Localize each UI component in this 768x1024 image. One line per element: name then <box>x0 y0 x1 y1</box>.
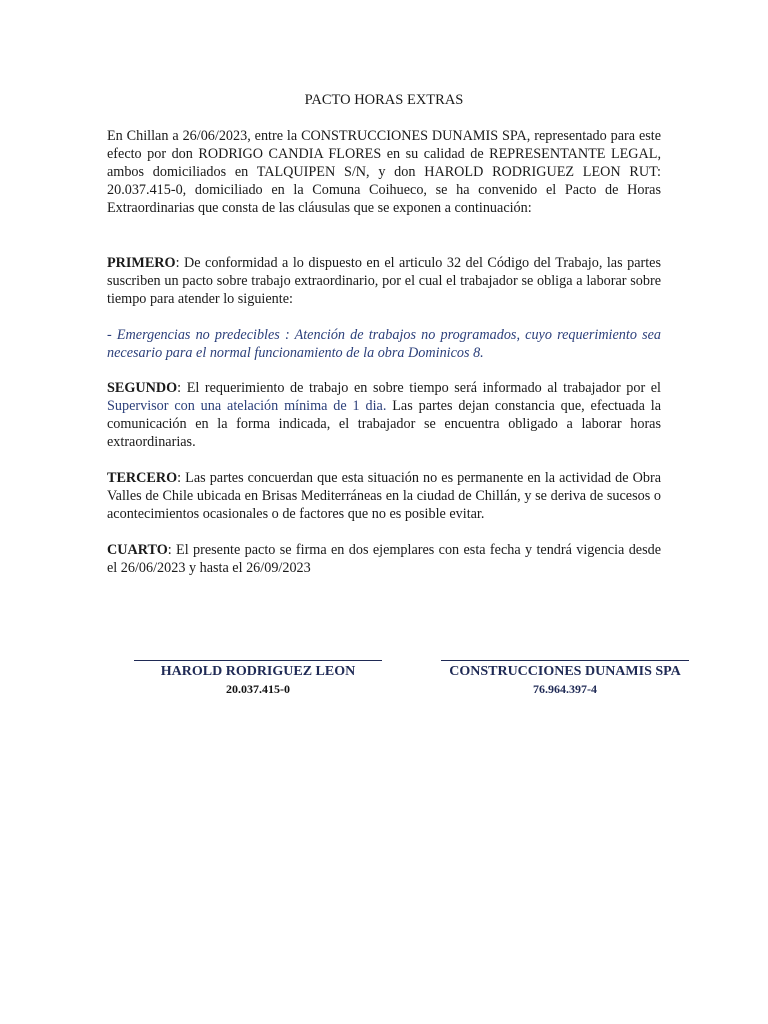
bullet-text: Emergencias no predecibles : Atención de trabajos no programados, cuyo requerimiento sea necesario para el normal funcionamiento de la obra Dominicos 8. <box>107 327 661 361</box>
bullet-dash: - <box>107 327 117 343</box>
bullet-emergencias <box>107 326 661 362</box>
clause-segundo-label: SEGUNDO <box>107 380 178 396</box>
clause-segundo-text-blue: Supervisor con una atelación mínima de 1 dia. <box>107 398 387 414</box>
intro-paragraph <box>107 127 661 217</box>
clause-primero-text: : De conformidad a lo dispuesto en el articulo 32 del Código del Trabajo, las partes suscriben un pacto sobre trabajo extraordinario, por el cual el trabajador se obliga a laborar sobre tiempo para atender lo siguiente: <box>107 255 661 307</box>
signature-id-right: 76.964.397-4 <box>533 682 597 696</box>
signature-id-left: 20.037.415-0 <box>226 682 290 696</box>
signature-line-left <box>134 660 382 661</box>
signature-line-right <box>441 660 689 661</box>
clause-cuarto-label: CUARTO <box>107 542 168 558</box>
signature-name-left: HAROLD RODRIGUEZ LEON <box>160 664 356 679</box>
clause-tercero <box>107 469 661 523</box>
clause-tercero-text: : Las partes concuerdan que esta situación no es permanente en la actividad de Obra Valles de Chile ubicada en Brisas Mediterráneas en la ciudad de Chillán, y se deriva de sucesos o acontecimientos ocasionales o de factores que no es posible evitar. <box>107 470 661 522</box>
clause-tercero-label: TERCERO <box>107 470 178 486</box>
clause-cuarto-text: : El presente pacto se firma en dos ejemplares con esta fecha y tendrá vigencia desde el 26/06/2023 y hasta el 26/09/2023 <box>107 542 661 576</box>
clause-segundo-text-start: : El requerimiento de trabajo en sobre tiempo será informado al trabajador por el <box>177 380 661 396</box>
document-title: PACTO HORAS EXTRAS <box>304 92 464 108</box>
signature-name-right: CONSTRUCCIONES DUNAMIS SPA <box>449 664 681 679</box>
clause-primero <box>107 254 661 308</box>
signature-block-left <box>134 660 382 697</box>
clause-segundo-text-end: Las partes dejan constancia que, efectuada la comunicación en la forma indicada, el trabajador se encuentra obligado a laborar horas extraordinarias. <box>107 398 661 450</box>
intro-text: En Chillan a 26/06/2023, entre la CONSTRUCCIONES DUNAMIS SPA, representado para este efecto por don RODRIGO CANDIA FLORES en su calidad de REPRESENTANTE LEGAL, ambos domiciliados en TALQUIPEN S/N, y don HAROLD RODRIGUEZ LEON RUT: 20.037.415-0, domiciliado en la Comuna Coihueco, se ha convenido el Pacto de Horas Extraordinarias que consta de las cláusulas que se exponen a continuación: <box>107 128 661 216</box>
clause-cuarto <box>107 541 661 577</box>
clause-segundo <box>107 379 661 451</box>
clause-primero-label: PRIMERO <box>107 255 176 271</box>
signature-block-right <box>441 660 689 697</box>
